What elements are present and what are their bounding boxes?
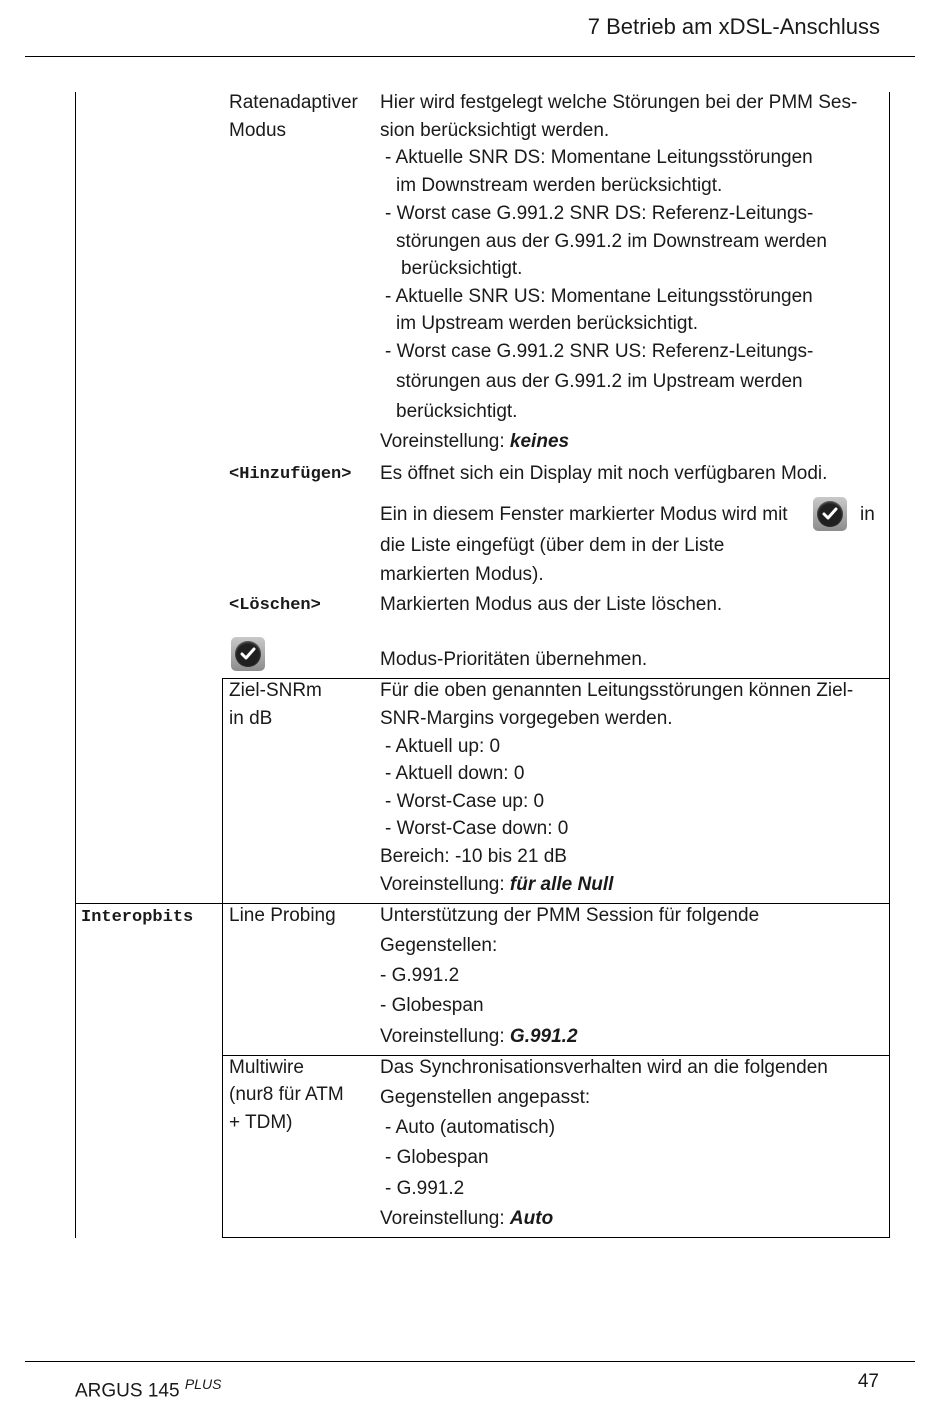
target-snr-text: SNR-Margins vorgegeben werden. <box>380 708 673 729</box>
default-prefix: Voreinstellung: <box>380 1026 510 1047</box>
rate-mode-text: - Aktuelle SNR US: Momentane Leitungsstörungen <box>385 286 813 307</box>
product-name: ARGUS 145 <box>75 1380 180 1402</box>
line-probing-text: Gegenstellen: <box>380 935 498 956</box>
section-label-interopbits: Interopbits <box>81 908 194 927</box>
row-rule-4 <box>222 1237 890 1238</box>
checkmark-ok-icon <box>813 497 847 531</box>
rate-mode-text: störungen aus der G.991.2 im Upstream werden <box>396 371 803 392</box>
rate-mode-text: im Downstream werden berücksichtigt. <box>396 175 723 196</box>
checkmark-ok-icon <box>231 637 265 671</box>
rate-mode-text: berücksichtigt. <box>396 401 518 422</box>
multiwire-text: - Globespan <box>385 1147 489 1168</box>
multiwire-text: - Auto (automatisch) <box>385 1117 556 1138</box>
rate-mode-text: im Upstream werden berücksichtigt. <box>396 313 698 334</box>
multiwire-label-3: + TDM) <box>229 1112 293 1133</box>
multiwire-text: - G.991.2 <box>385 1178 465 1199</box>
table-divider-1 <box>222 678 223 1238</box>
target-snr-label-2: in dB <box>229 708 273 729</box>
rate-mode-text: - Worst case G.991.2 SNR US: Referenz-Leitungs- <box>385 341 814 362</box>
target-snr-text: Für die oben genannten Leitungsstörungen können Ziel- <box>380 680 854 701</box>
multiwire-default <box>380 1208 553 1230</box>
default-prefix: Voreinstellung: <box>380 874 510 895</box>
table-right-border <box>889 92 890 1238</box>
accept-text: Modus-Prioritäten übernehmen. <box>380 649 648 670</box>
rate-mode-text: berücksichtigt. <box>401 258 523 279</box>
line-probing-text: - Globespan <box>380 995 484 1016</box>
line-probing-text: Unterstützung der PMM Session für folgende <box>380 905 760 926</box>
footer-product <box>75 1373 221 1402</box>
line-probing-label: Line Probing <box>229 905 336 926</box>
product-suffix: PLUS <box>184 1376 222 1392</box>
header-rule <box>25 56 915 57</box>
table-left-border <box>75 92 76 1238</box>
add-text-2: Ein in diesem Fenster markierter Modus wird mit <box>380 504 788 525</box>
add-text-1: Es öffnet sich ein Display mit noch verfügbaren Modi. <box>380 463 828 484</box>
footer-rule <box>25 1361 915 1362</box>
multiwire-label-1: Multiwire <box>229 1057 304 1078</box>
row-rule-3 <box>222 1055 890 1056</box>
default-value: Auto <box>509 1208 554 1229</box>
rate-mode-text: - Worst case G.991.2 SNR DS: Referenz-Leitungs- <box>385 203 814 224</box>
rate-mode-text: sion berücksichtigt werden. <box>380 120 610 141</box>
line-probing-default <box>380 1026 578 1048</box>
target-snr-label-1: Ziel-SNRm <box>229 680 322 701</box>
target-snr-text: Bereich: -10 bis 21 dB <box>380 846 567 867</box>
page-number: 47 <box>857 1371 879 1392</box>
delete-key-label: <Löschen> <box>229 596 321 615</box>
rate-mode-label-2: Modus <box>229 120 287 141</box>
rate-mode-text: störungen aus der G.991.2 im Downstream werden <box>396 231 827 252</box>
rate-mode-label-1: Ratenadaptiver <box>229 92 358 113</box>
target-snr-text: - Worst-Case up: 0 <box>385 791 545 812</box>
chapter-title: 7 Betrieb am xDSL-Anschluss <box>587 14 880 39</box>
rate-mode-text: Hier wird festgelegt welche Störungen bei der PMM Ses- <box>380 92 858 113</box>
rate-mode-text: - Aktuelle SNR DS: Momentane Leitungsstörungen <box>385 147 813 168</box>
target-snr-default <box>380 874 613 896</box>
line-probing-text: - G.991.2 <box>380 965 460 986</box>
add-text-3: die Liste eingefügt (über dem in der Liste <box>380 535 725 556</box>
add-key-label: <Hinzufügen> <box>229 465 352 484</box>
rate-mode-default <box>380 431 569 453</box>
target-snr-text: - Worst-Case down: 0 <box>385 818 569 839</box>
default-prefix: Voreinstellung: <box>380 431 510 452</box>
multiwire-label-2: (nur8 für ATM <box>229 1084 344 1105</box>
add-text-4: markierten Modus). <box>380 564 544 585</box>
default-prefix: Voreinstellung: <box>380 1208 510 1229</box>
multiwire-text: Gegenstellen angepasst: <box>380 1087 591 1108</box>
multiwire-text: Das Synchronisationsverhalten wird an die folgenden <box>380 1057 828 1078</box>
add-text-2-end: in <box>860 504 875 525</box>
delete-text: Markierten Modus aus der Liste löschen. <box>380 594 723 615</box>
row-rule-1 <box>222 678 890 679</box>
row-rule-2 <box>75 903 890 904</box>
default-value: für alle Null <box>509 874 614 895</box>
target-snr-text: - Aktuell down: 0 <box>385 763 525 784</box>
default-value: keines <box>509 431 570 452</box>
target-snr-text: - Aktuell up: 0 <box>385 736 501 757</box>
default-value: G.991.2 <box>509 1026 578 1047</box>
